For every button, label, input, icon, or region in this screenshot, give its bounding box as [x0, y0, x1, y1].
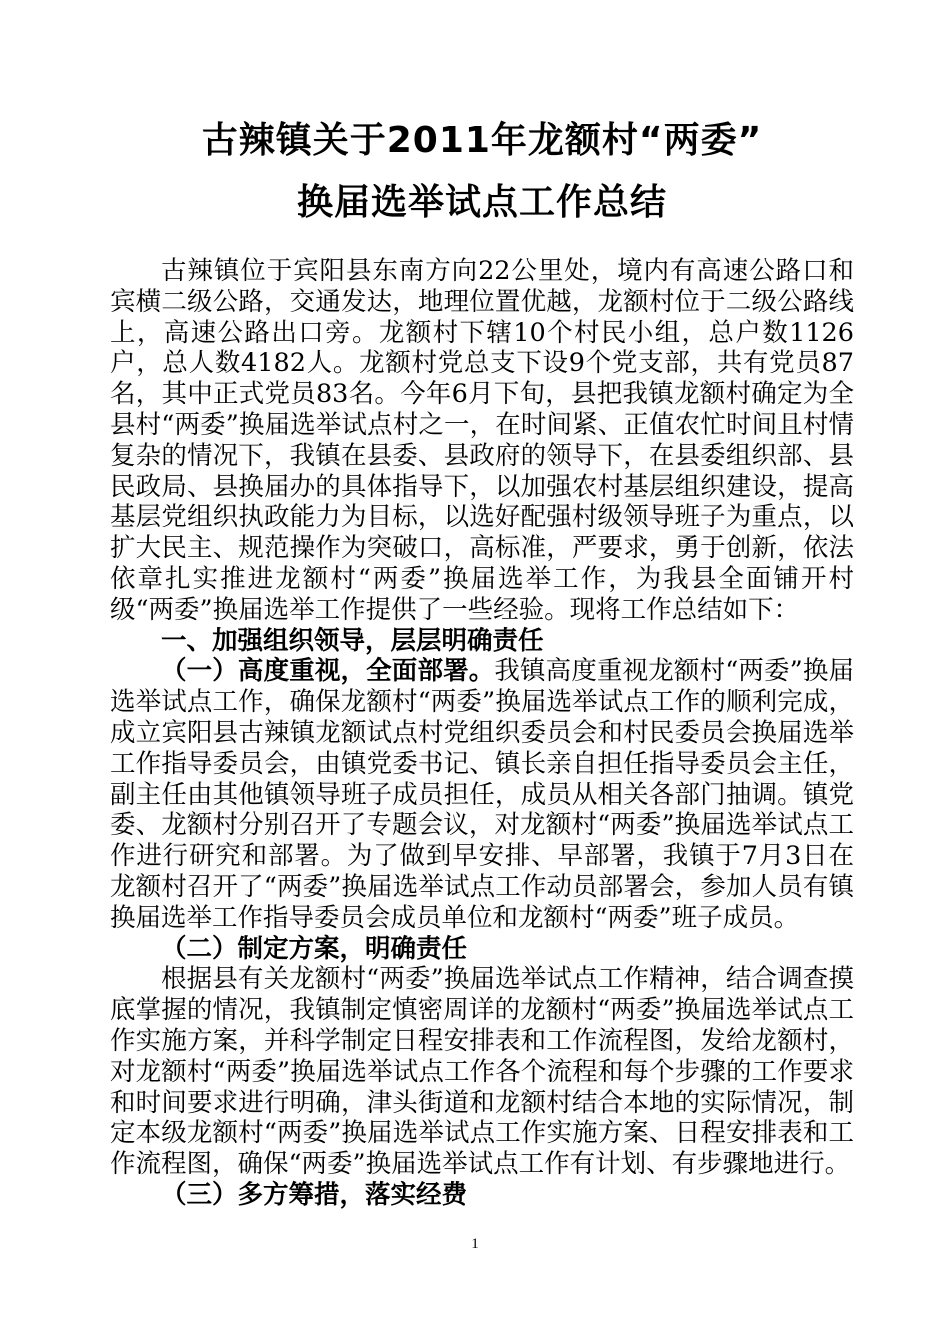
intro-paragraph: 古辣镇位于宾阳县东南方向22公里处，境内有高速公路口和宾横二级公路，交通发达，地理位置优越，龙额村位于二级公路线上，高速公路出口旁。龙额村下辖10个村民小组，总户数1126户，总人数4182人。龙额村党总支下设9个党支部，共有党员87名，其中正式党员83名。今年6月下旬，县把我镇龙额村确定为全县村“两委”换届选举试点村之一，在时间紧、正值农忙时间且村情复杂的情况下，我镇在县委、县政府的领导下，在县委组织部、县民政局、县换届办的具体指导下，以加强农村基层组织建设，提高基层党组织执政能力为目标，以选好配强村级领导班子为重点，以扩大民主、规范操作为突破口，高标准，严要求，勇于创新，依法依章扎实推进龙额村“两委”换届选举工作，为我县全面铺开村级“两委”换届选举工作提供了一些经验。现将工作总结如下：	[110, 256, 854, 625]
subsection-1-text: 我镇高度重视龙额村“两委”换届选举试点工作，确保龙额村“两委”换届选举试点工作的顺利完成，成立宾阳县古辣镇龙额试点村党组织委员会和村民委员会换届选举工作指导委员会，由镇党委书记、镇长亲自担任指导委员会主任，副主任由其他镇领导班子成员担任，成员从相关各部门抽调。镇党委、龙额村分别召开了专题会议，对龙额村“两委”换届选举试点工作进行研究和部署。为了做到早安排、早部署，我镇于7月3日在龙额村召开了“两委”换届选举试点工作动员部署会，参加人员有镇换届选举工作指导委员会成员单位和龙额村“两委”班子成员。	[110, 656, 854, 933]
subsection-2-paragraph: 根据县有关龙额村“两委”换届选举试点工作精神，结合调查摸底掌握的情况，我镇制定慎密周详的龙额村“两委”换届选举试点工作实施方案，并科学制定日程安排表和工作流程图，发给龙额村，对龙额村“两委”换届选举试点工作各个流程和每个步骤的工作要求和时间要求进行明确，津头街道和龙额村结合本地的实际情况，制定本级龙额村“两委”换届选举试点工作实施方案、日程安排表和工作流程图，确保“两委”换届选举试点工作有计划、有步骤地进行。	[110, 964, 854, 1180]
title-line-2: 换届选举试点工作总结	[296, 182, 667, 223]
subsection-3-heading: （三）多方筹措，落实经费	[161, 1179, 468, 1210]
page-number: 1	[471, 1236, 479, 1252]
document-title	[110, 110, 854, 234]
subsection-1-lead: （一）高度重视，全面部署。	[161, 656, 495, 687]
document-body	[110, 256, 854, 1211]
subsection-1-paragraph	[110, 656, 854, 933]
subsection-2-heading: （二）制定方案，明确责任	[161, 933, 468, 964]
section-1-heading: 一、加强组织领导，层层明确责任	[161, 625, 544, 656]
title-line-1: 古辣镇关于2011年龙额村“两委”	[201, 120, 763, 161]
